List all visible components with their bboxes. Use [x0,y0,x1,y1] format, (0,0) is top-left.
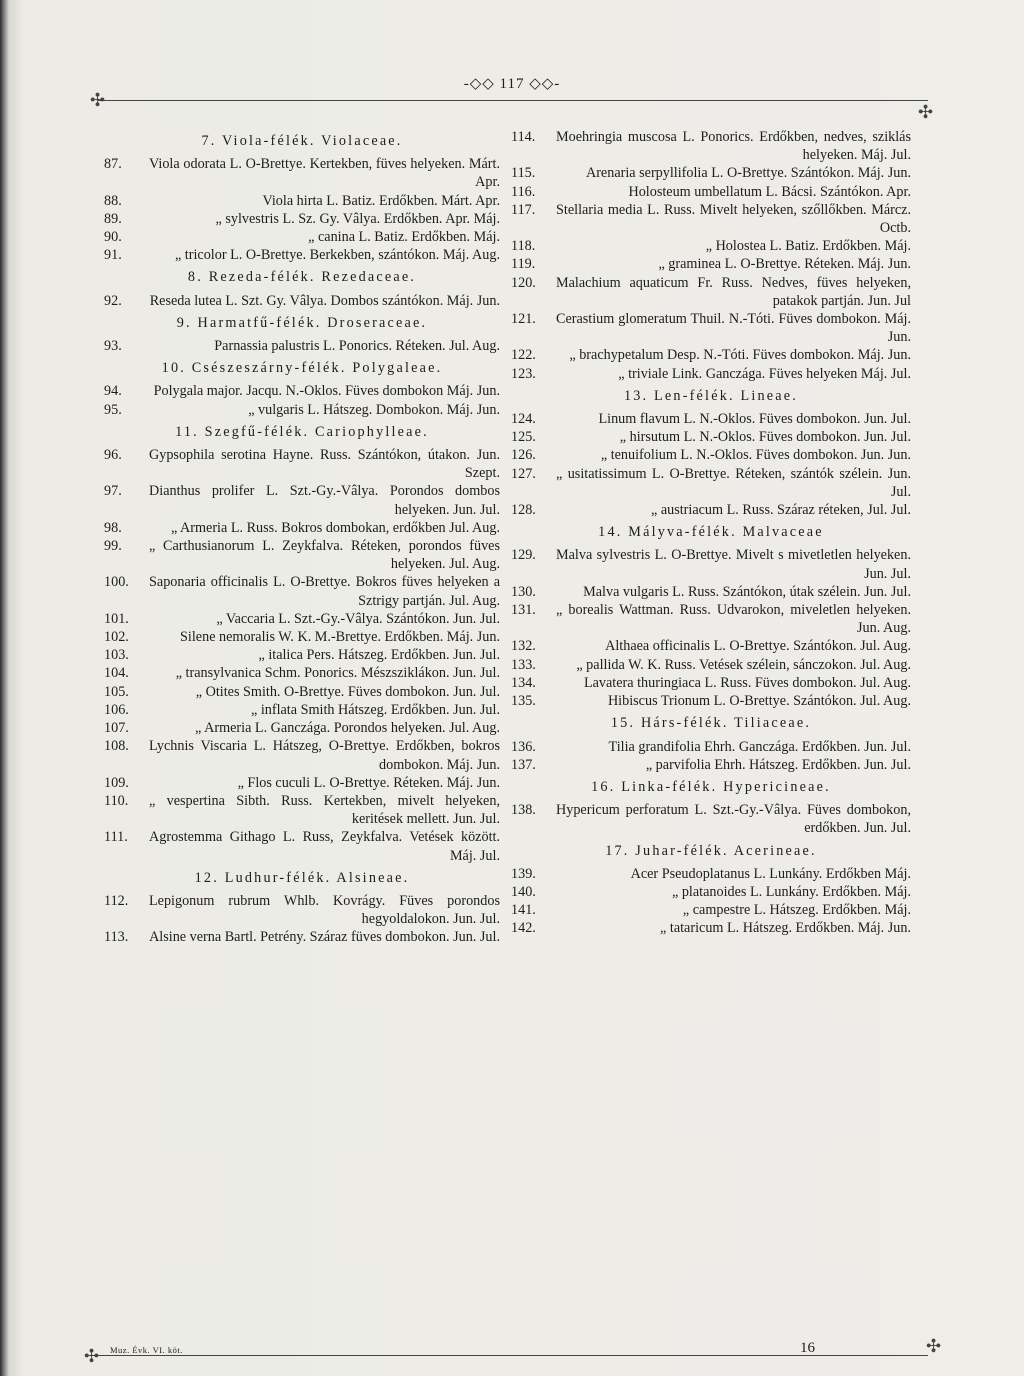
entry-text: „ tenuifolium L. N.-Oklos. Füves dombokon. Jun. Jun. [600,447,911,464]
entry-text: „ canina L. Batiz. Erdőkben. Máj. [308,229,500,246]
entry-number: 115. [511,165,536,182]
page-number-header: -◇◇ 117 ◇◇- [463,76,561,92]
species-entry [511,465,911,501]
species-entry [511,674,911,692]
species-entry [511,237,911,255]
entry-text: Alsine verna Bartl. Petrény. Száraz füves dombokon. Jun. Jul. [149,929,500,946]
entry-text: Hypericum perforatum L. Szt.-Gy.-Vâlya. Füves dombokon, erdőkben. Jun. Jul. [556,802,911,837]
entry-text: „ Vaccaria L. Szt.-Gy.-Vâlya. Szántókon. Jun. Jul. [216,610,500,627]
species-entry [511,410,911,428]
entry-number: 120. [511,274,536,291]
entry-text: Althaea officinalis L. O-Brettye. Szántókon. Jul. Aug. [605,638,911,655]
section-heading: 13. Len-félék. Lineae. [623,387,799,404]
entry-text: Arenaria serpyllifolia L. O-Brettye. Szántókon. Máj. Jun. [585,165,911,182]
entry-number: 94. [104,383,122,400]
entry-number: 90. [104,229,122,246]
entry-number: 114. [511,129,536,145]
entry-text: „ borealis Wattman. Russ. Udvarokon, miveletlen helyeken. Jun. Aug. [556,602,911,637]
entry-text: „ platanoides L. Lunkány. Erdőkben. Máj. [671,883,911,900]
entry-number: 129. [511,547,536,564]
species-entry [511,365,911,383]
species-entry [104,701,500,719]
entry-number: 138. [511,802,536,819]
entry-number: 105. [104,683,129,700]
species-entry [104,292,500,310]
entry-number: 99. [104,538,122,555]
entry-number: 126. [511,447,536,464]
species-entry [511,274,911,310]
species-entry [104,192,500,210]
species-entry [104,401,500,419]
entry-number: 117. [511,201,536,218]
entry-text: „ sylvestris L. Sz. Gy. Vâlya. Erdőkben. Apr. Máj. [215,210,500,227]
species-entry [104,246,500,264]
entry-number: 127. [511,465,536,482]
entry-text: Holosteum umbellatum L. Bácsi. Szántókon. Apr. [628,183,911,200]
footer-note: Muz. Évk. VI. köt. [110,1345,183,1355]
entry-number: 104. [104,665,129,682]
entry-number: 98. [104,519,122,536]
entry-number: 131. [511,602,536,619]
entry-text: „ transylvanica Schm. Ponorics. Mészsziklákon. Jun. Jul. [175,665,500,682]
species-entry [511,201,911,237]
entry-text: „ campestre L. Hátszeg. Erdőkben. Máj. [682,902,911,919]
species-entry [511,756,911,774]
entry-text: „ Flos cuculi L. O-Brettye. Réteken. Máj. Jun. [237,774,500,791]
entry-text: „ Carthusianorum L. Zeykfalva. Réteken, porondos füves helyeken. Jul. Aug. [149,538,500,573]
section-heading: 17. Juhar-félék. Acerineae. [605,842,817,859]
entry-number: 108. [104,738,129,755]
flourish-left-icon: ✣ [90,90,106,110]
entry-text: „ graminea L. O-Brettye. Réteken. Máj. Jun. [658,256,911,273]
species-entry [104,482,500,518]
species-entry [104,382,500,400]
entry-number: 125. [511,429,536,446]
entry-number: 134. [511,674,536,691]
entry-text: Malva sylvestris L. O-Brettye. Mivelt s mivetletlen helyeken. Jun. Jul. [556,547,911,582]
entry-text: Parnassia palustris L. Ponorics. Réteken. Jul. Aug. [214,338,500,355]
entry-number: 113. [104,929,129,946]
entry-number: 109. [104,774,129,791]
species-entry [104,519,500,537]
species-entry [104,573,500,609]
entry-number: 93. [104,338,122,355]
species-entry [511,583,911,601]
entry-text: Malachium aquaticum Fr. Russ. Nedves, füves helyeken, patakok partján. Jun. Jul [556,274,911,309]
species-entry [511,801,911,837]
species-entry [104,683,500,701]
top-rule [98,100,928,101]
species-entry [511,346,911,364]
entry-text: Cerastium glomeratum Thuil. N.-Tóti. Füves dombokon. Máj. Jun. [556,311,911,346]
entry-number: 140. [511,883,536,900]
entry-number: 123. [511,365,536,382]
entry-number: 139. [511,865,536,882]
entry-number: 96. [104,447,122,464]
entry-number: 128. [511,502,536,519]
entry-number: 111. [104,829,128,846]
entry-number: 124. [511,411,536,428]
entry-number: 91. [104,247,122,264]
entry-text: Agrostemma Githago L. Russ, Zeykfalva. Vetések között. Máj. Jul. [149,829,500,864]
entry-text: Moehringia muscosa L. Ponorics. Erdőkben, nedves, sziklás helyeken. Máj. Jul. [556,129,911,164]
entry-number: 141. [511,902,536,919]
entry-number: 112. [104,892,129,909]
section-heading: 7. Viola-félék. Violaceae. [201,133,403,149]
entry-text: „ Holostea L. Batiz. Erdőkben. Máj. [705,238,911,255]
entry-number: 110. [104,792,129,809]
entry-text: „ hirsutum L. N.-Oklos. Füves dombokon. Jun. Jul. [619,429,911,446]
species-entry [104,155,500,191]
entry-number: 122. [511,347,536,364]
species-entry [511,255,911,273]
entry-number: 116. [511,183,536,200]
entry-text: „ Armeria L. Russ. Bokros dombokan, erdőkben Jul. Aug. [170,519,500,536]
entry-text: Reseda lutea L. Szt. Gy. Vâlya. Dombos szántókon. Máj. Jun. [149,292,500,309]
entry-number: 135. [511,693,536,710]
entry-text: „ pallida W. K. Russ. Vetések szélein, sánczokon. Jul. Aug. [576,656,911,673]
species-entry [511,656,911,674]
entry-text: Malva vulgaris L. Russ. Szántókon, útak szélein. Jun. Jul. [583,583,911,600]
entry-number: 92. [104,292,122,309]
section-heading: 14. Mályva-félék. Malvaceae [598,524,824,541]
entry-number: 87. [104,156,122,173]
entry-text: Dianthus prolifer L. Szt.-Gy.-Vâlya. Porondos dombos helyeken. Jun. Jul. [149,483,500,518]
entry-text: „ inflata Smith Hátszeg. Erdőkben. Jun. Jul. [250,701,500,718]
entry-text: Viola odorata L. O-Brettye. Kertekben, füves helyeken. Márt. Apr. [149,156,500,191]
entry-text: „ vulgaris L. Hátszeg. Dombokon. Máj. Jun. [248,401,500,418]
entry-text: „ parvifolia Ehrh. Hátszeg. Erdőkben. Jun. Jul. [645,756,911,773]
entry-text: Acer Pseudoplatanus L. Lunkány. Erdőkben Máj. [630,865,911,882]
section-heading: 9. Harmatfű-félék. Droseraceae. [176,314,428,331]
entry-number: 121. [511,311,536,328]
species-entry [511,865,911,883]
entry-number: 101. [104,610,129,627]
section-heading: 15. Hárs-félék. Tiliaceae. [610,715,812,732]
entry-number: 119. [511,256,536,273]
entry-text: „ Otites Smith. O-Brettye. Füves dombokon. Jun. Jul. [195,683,500,700]
entry-number: 132. [511,638,536,655]
entry-number: 137. [511,756,536,773]
entry-text: „ brachypetalum Desp. N.-Tóti. Füves dombokon. Máj. Jun. [569,347,911,364]
entry-text: „ tataricum L. Hátszeg. Erdőkben. Máj. Jun. [660,920,911,937]
entry-number: 88. [104,192,122,209]
entry-number: 103. [104,647,129,664]
species-entry [104,664,500,682]
entry-number: 97. [104,483,122,500]
species-entry [511,428,911,446]
entry-text: Saponaria officinalis L. O-Brettye. Bokros füves helyeken a Sztrigy partján. Jul. Aug. [149,574,500,609]
entry-text: Linum flavum L. N.-Oklos. Füves dombokon. Jun. Jul. [598,411,911,428]
species-entry [104,774,500,792]
entry-number: 89. [104,210,122,227]
entry-number: 106. [104,701,129,718]
entry-text: Hibiscus Trionum L. O-Brettye. Szántókon. Jul. Aug. [607,693,911,710]
entry-text: Stellaria media L. Russ. Mivelt helyeken, szőllőkben. Márcz. Octb. [556,201,911,237]
entry-text: „ tricolor L. O-Brettye. Berkekben, szántókon. Máj. Aug. [174,247,500,264]
entry-text: Lavatera thuringiaca L. Russ. Füves dombokon. Jul. Aug. [583,674,911,691]
entry-number: 118. [511,238,536,255]
species-entry [511,164,911,182]
species-entry [104,446,500,482]
species-entry [511,128,911,164]
species-entry [511,883,911,901]
species-entry [511,692,911,710]
entry-number: 95. [104,401,122,418]
entry-number: 100. [104,574,129,591]
entry-number: 142. [511,920,536,937]
entry-text: „ Armeria L. Ganczága. Porondos helyeken. Jul. Aug. [195,720,500,737]
species-entry [511,637,911,655]
species-entry [104,737,500,773]
species-entry [104,892,500,928]
species-entry [104,828,500,864]
section-heading: 10. Csészeszárny-félék. Polygaleae. [161,360,443,377]
entry-number: 102. [104,629,129,646]
species-entry [104,628,500,646]
entry-number: 130. [511,583,536,600]
species-entry [104,719,500,737]
entry-text: Polygala major. Jacqu. N.-Oklos. Füves dombokon Máj. Jun. [153,383,500,400]
species-entry [511,183,911,201]
species-entry [104,792,500,828]
entry-number: 136. [511,738,536,755]
species-entry [104,210,500,228]
flourish-right-icon: ✣ [918,102,934,122]
species-entry [104,610,500,628]
flourish-bottom-right-icon: ✣ [926,1336,942,1356]
entry-text: „ vespertina Sibth. Russ. Kertekben, mivelt helyeken, keritések mellett. Jun. Jul. [149,792,500,828]
species-entry [511,501,911,519]
left-column [104,128,500,947]
species-entry [511,738,911,756]
species-entry [511,310,911,346]
species-entry [511,446,911,464]
species-entry [104,646,500,664]
entry-number: 107. [104,720,129,737]
entry-text: „ italica Pers. Hátszeg. Erdőkben. Jun. Jul. [258,647,500,664]
species-entry [511,546,911,582]
species-entry [511,919,911,937]
entry-text: Tilia grandifolia Ehrh. Ganczága. Erdőkben. Jun. Jul. [608,738,911,755]
section-heading: 11. Szegfű-félék. Cariophylleae. [175,423,429,440]
species-entry [104,228,500,246]
signature-mark: 16 [800,1340,815,1356]
species-entry [104,337,500,355]
entry-number: 133. [511,656,536,673]
entry-text: Viola hirta L. Batiz. Erdőkben. Márt. Apr. [262,192,500,209]
species-entry [511,901,911,919]
entry-text: Lychnis Viscaria L. Hátszeg, O-Brettye. Erdőkben, bokros dombokon. Máj. Jun. [149,738,500,773]
entry-text: „ austriacum L. Russ. Száraz réteken, Jul. Jul. [650,502,911,519]
species-entry [104,928,500,946]
section-heading: 16. Linka-félék. Hypericineae. [591,778,831,795]
species-entry [511,601,911,637]
entry-text: Gypsophila serotina Hayne. Russ. Szántókon, útakon. Jun. Szept. [149,447,500,482]
entry-text: Lepigonum rubrum Whlb. Kovrágy. Füves porondos hegyoldalokon. Jun. Jul. [149,892,500,928]
species-entry [104,537,500,573]
entry-text: „ triviale Link. Ganczága. Füves helyeken Máj. Jul. [618,365,911,382]
section-heading: 12. Ludhur-félék. Alsineae. [194,869,410,886]
right-column [511,128,911,938]
entry-text: „ usitatissimum L. O-Brettye. Réteken, szántók szélein. Jun. Jul. [556,465,911,500]
section-heading: 8. Rezeda-félék. Rezedaceae. [187,269,417,286]
flourish-bottom-left-icon: ✣ [84,1346,100,1366]
entry-text: Silene nemoralis W. K. M.-Brettye. Erdőkben. Máj. Jun. [180,629,500,646]
